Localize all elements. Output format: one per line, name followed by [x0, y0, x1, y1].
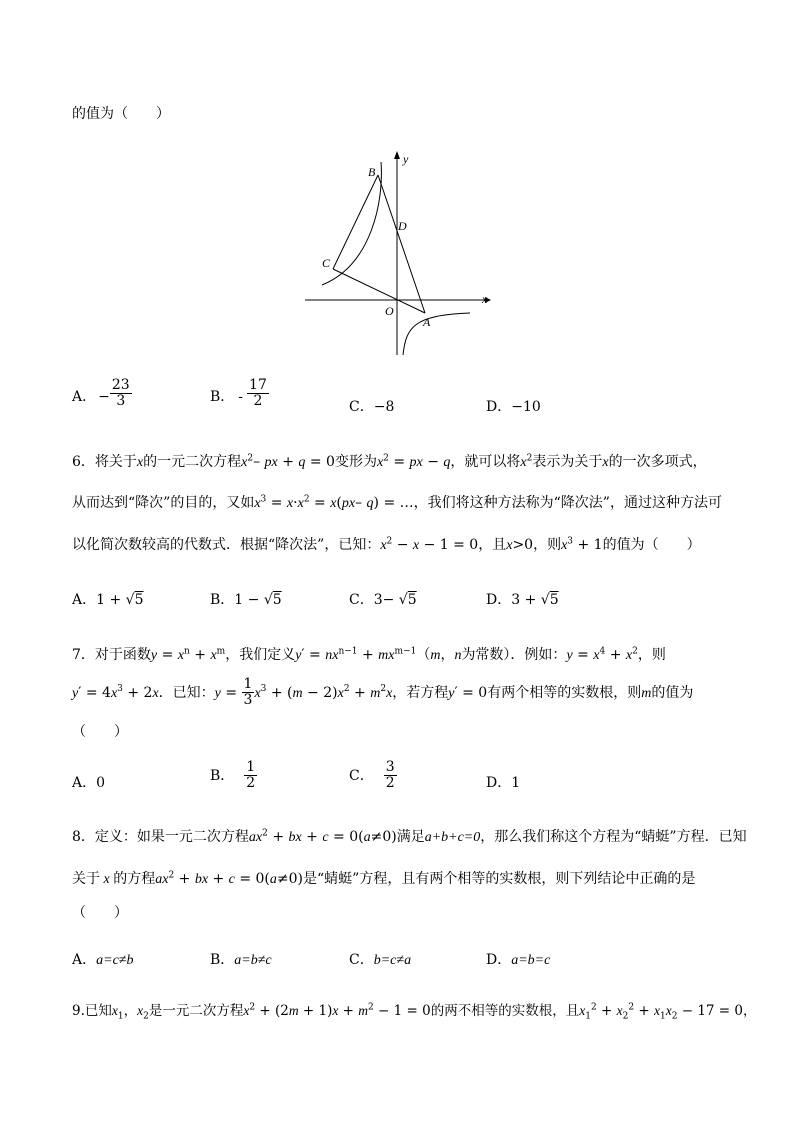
- q6-option-c[interactable]: C．3− √5: [349, 592, 417, 608]
- question-5-tail: 的值为（ ）: [72, 106, 170, 122]
- q5-option-c[interactable]: C．−8: [349, 399, 395, 415]
- q7-line-2: $y' = 4x^3 + 2x$．已知：y = $\frac{1}{3}$ $x^3 + (m - 2)x^2 + m^2x$，若方程y′ = 0有两个相等的实数根，则m的值为: [72, 676, 694, 709]
- q5-option-d[interactable]: D．−10: [486, 399, 541, 415]
- q7-line-3: （ ）: [72, 724, 128, 740]
- y-axis-arrow: [394, 151, 400, 159]
- q6-option-d[interactable]: D．3 + √5: [486, 592, 559, 608]
- q6-line-1: 6．将关于x的一元二次方程$x^2-$ px + q = 0变形为$x^2$ = px − q，就可以将$x^2$表示为关于x的一次多项式，: [72, 453, 707, 470]
- q5-option-a[interactable]: A． − $\frac{23}{3}$: [72, 377, 130, 410]
- q7-option-b[interactable]: B． $\frac{1}{2}$: [210, 759, 256, 792]
- q8-line-2: 关于 x 的方程$ax^2$ + bx + c = 0(a≠0)是“蜻蜓”方程，且有两个相等的实数根，则下列结论中正确的是: [72, 870, 696, 887]
- label-O: O: [385, 304, 394, 318]
- label-y: y: [403, 152, 409, 166]
- q6-option-a[interactable]: A．1 + √5: [72, 592, 144, 608]
- q7-option-c[interactable]: C． $\frac{3}{2}$: [349, 759, 395, 792]
- coordinate-figure: [300, 145, 500, 360]
- q6-line-2: 从而达到“降次”的目的，又如$x^3 = x\cdot x^2 = x(px-$ q) = …，我们将这种方法称为“降次法”，通过这种方法可: [72, 494, 722, 511]
- q8-option-c[interactable]: C．b=c≠a: [349, 952, 412, 968]
- hyperbola-branch-left: [322, 162, 381, 285]
- q7-option-a[interactable]: A．0: [72, 775, 106, 791]
- q8-option-a[interactable]: A．a=c≠b: [72, 952, 134, 968]
- label-A: A: [423, 315, 431, 329]
- segment-BC: [333, 175, 378, 269]
- q8-line-1: 8．定义：如果一元二次方程$ax^2$ + bx + c = 0(a≠0)满足a+b+c=0，那么我们称这个方程为“蜻蜓”方程．已知: [72, 828, 747, 845]
- q7-option-d[interactable]: D．1: [486, 775, 521, 791]
- segment-CA: [333, 269, 425, 313]
- label-B: B: [368, 165, 376, 179]
- label-D: D: [398, 219, 407, 233]
- hyperbola-branch-right: [403, 313, 470, 355]
- segment-BA: [378, 175, 425, 313]
- q6-option-b[interactable]: B．1 − √5: [210, 592, 282, 608]
- q7-line-1: 7．对于函数$y = x^n + x^m$，我们定义$y' = nx^{n-1} + mx^{m-1}(m$，n为常数）．例如：$y = x^4 + x^2$，则: [72, 646, 666, 663]
- q8-option-b[interactable]: B．a=b≠c: [210, 952, 272, 968]
- label-C: C: [322, 256, 331, 270]
- q9-line-1: 9.已知$x_1$，$x_2$是一元二次方程$x^2 + (2m + 1)x + m^2 - 1 = 0$的两不相等的实数根，且$x_1^2 + x_2^2 + x_1x_2 - 17 = 0$，: [72, 1002, 757, 1022]
- q5-option-b[interactable]: B． - $\frac{17}{2}$: [210, 377, 267, 410]
- q6-line-3: 以化简次数较高的代数式．根据“降次法”，已知：$x^2 - x - 1 = 0$，且x>0，则$x^3 + 1$的值为（ ）: [72, 536, 701, 553]
- q8-line-3: （ ）: [72, 905, 128, 921]
- q8-option-d[interactable]: D．a=b=c: [486, 952, 551, 968]
- label-x: x: [482, 292, 488, 306]
